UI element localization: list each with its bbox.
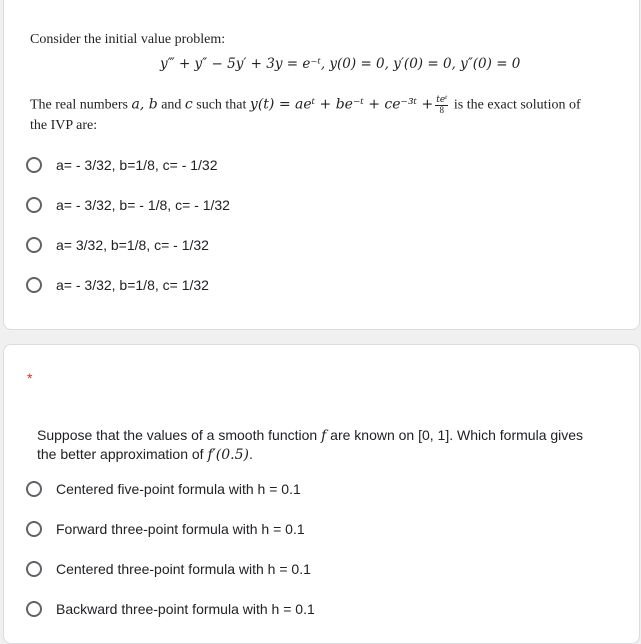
q1-option-1[interactable]	[26, 157, 218, 173]
radio-button-icon[interactable]	[26, 157, 42, 173]
question-1-equation: y‴ + y″ − 5y′ + 3y = e⁻ᵗ, y(0) = 0, y′(0) = 0, y″(0) = 0	[160, 56, 521, 72]
q2-option-3-label: Centered three-point formula with h = 0.1	[56, 561, 311, 577]
radio-button-icon[interactable]	[26, 277, 42, 293]
radio-button-icon[interactable]	[26, 601, 42, 617]
q1-option-3[interactable]	[26, 237, 209, 253]
q2-option-4-label: Backward three-point formula with h = 0.1	[56, 601, 315, 617]
q1-option-1-label: a= - 3/32, b=1/8, c= - 1/32	[56, 157, 218, 173]
q1-option-2-label: a= - 3/32, b= - 1/8, c= - 1/32	[56, 197, 230, 213]
solution-fraction: $\frac{\text{teᵗ}}{8}$	[436, 95, 448, 115]
question-1-prompt-end: the IVP are:	[30, 118, 98, 133]
q2-option-4[interactable]	[26, 601, 315, 617]
question-1-prompt: The real numbers a, b and c such that y(t) = aeᵗ + be⁻ᵗ + ce⁻³ᵗ + $\frac{\text{teᵗ}}{8}$ is the exact solution of	[30, 95, 581, 115]
q2-option-3[interactable]	[26, 561, 311, 577]
q2-option-2[interactable]	[26, 521, 305, 537]
q1-option-4-label: a= - 3/32, b=1/8, c= 1/32	[56, 277, 209, 293]
question-1-intro: Consider the initial value problem:	[30, 32, 226, 47]
q1-option-2[interactable]	[26, 197, 230, 213]
q2-option-1-label: Centered five-point formula with h = 0.1	[56, 481, 301, 497]
q2-option-2-label: Forward three-point formula with h = 0.1	[56, 521, 305, 537]
radio-button-icon[interactable]	[26, 561, 42, 577]
radio-button-icon[interactable]	[26, 521, 42, 537]
required-asterisk: *	[27, 370, 33, 386]
radio-button-icon[interactable]	[26, 237, 42, 253]
q2-option-1[interactable]	[26, 481, 301, 497]
q1-option-4[interactable]	[26, 277, 209, 293]
radio-button-icon[interactable]	[26, 481, 42, 497]
radio-button-icon[interactable]	[26, 197, 42, 213]
q1-option-3-label: a= 3/32, b=1/8, c= - 1/32	[56, 237, 209, 253]
question-2-text: Suppose that the values of a smooth function f are known on [0, 1]. Which formula gives the better approximation of f′(0.5).	[37, 427, 584, 463]
